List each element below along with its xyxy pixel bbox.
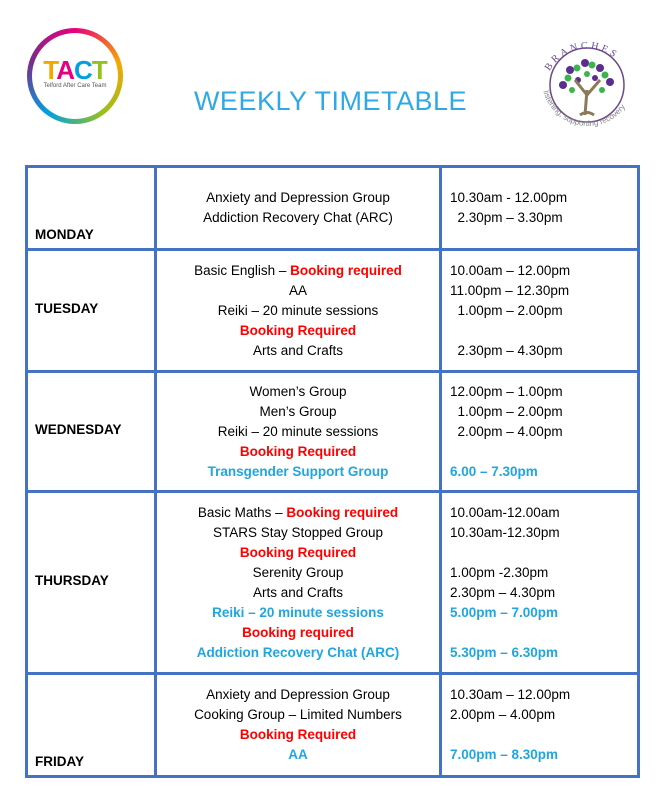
activity-line <box>157 261 439 281</box>
times-cell <box>441 250 639 372</box>
booking-note: Booking Required <box>239 544 357 560</box>
activity-text: Basic English – <box>194 262 291 278</box>
activity-line <box>157 583 439 603</box>
activities-cell <box>156 492 441 674</box>
branches-logo <box>530 30 645 135</box>
time-slot <box>450 321 637 341</box>
activity-text: Women’s Group <box>249 383 347 399</box>
time-slot: 2.30pm – 4.30pm <box>450 584 556 600</box>
time-slot: 10.30am – 12.00pm <box>450 687 571 702</box>
timetable <box>25 165 640 778</box>
time-slot: 10.30am-12.30pm <box>450 524 560 540</box>
time-slot: 2.00pm – 4.00pm <box>450 707 556 722</box>
activity-text: Transgender Support Group <box>207 463 389 479</box>
activity-line <box>157 563 439 583</box>
activity-text: Men’s Group <box>259 403 337 419</box>
activity-text: Arts and Crafts <box>252 342 344 358</box>
activity-text: Reiki – 20 minute sessions <box>217 302 379 318</box>
time-slot: 10.00am – 12.00pm <box>450 262 571 278</box>
timetable-row-thursday <box>27 492 639 674</box>
time-slot: 10.00am-12.00am <box>450 504 560 520</box>
times-cell <box>441 372 639 492</box>
day-label: FRIDAY <box>27 674 156 777</box>
day-label: MONDAY <box>27 167 156 250</box>
day-label: THURSDAY <box>27 492 156 674</box>
branches-tagline: listening, supporting recovery <box>541 89 628 129</box>
time-slot: 2.00pm – 4.00pm <box>450 423 563 439</box>
tact-logo-subtitle: Telford After Care Team <box>43 83 107 89</box>
time-slot: 1.00pm – 2.00pm <box>450 302 563 318</box>
activity-line <box>157 402 439 422</box>
booking-note: Booking Required <box>239 322 357 338</box>
activity-text: Arts and Crafts <box>252 584 344 600</box>
times-cell <box>441 492 639 674</box>
activity-line <box>157 705 439 725</box>
activity-line <box>157 442 439 462</box>
time-slot: 11.00pm – 12.30pm <box>450 282 570 298</box>
time-slot: 10.30am - 12.00pm <box>450 190 568 205</box>
activity-line <box>157 643 439 663</box>
times-cell <box>441 167 639 250</box>
activity-line <box>157 321 439 341</box>
time-slot: 7.00pm – 8.30pm <box>450 747 559 762</box>
activity-line <box>157 422 439 442</box>
booking-note: Booking Required <box>239 727 357 742</box>
activity-line <box>157 523 439 543</box>
activities-cell <box>156 372 441 492</box>
booking-note: Booking required <box>242 624 354 640</box>
activity-text: Anxiety and Depression Group <box>206 687 390 702</box>
booking-note: Booking required <box>286 504 399 520</box>
activity-text: Addiction Recovery Chat (ARC) <box>196 644 400 660</box>
timetable-row-wednesday <box>27 372 639 492</box>
time-slot: 2.30pm – 4.30pm <box>450 342 563 358</box>
activity-line <box>157 382 439 402</box>
time-slot <box>450 543 637 563</box>
day-label: TUESDAY <box>27 250 156 372</box>
time-slot: 2.30pm – 3.30pm <box>450 210 563 225</box>
activity-line <box>157 301 439 321</box>
activity-text: Addiction Recovery Chat (ARC) <box>203 210 393 225</box>
activities-cell <box>156 674 441 777</box>
times-cell <box>441 674 639 777</box>
time-slot <box>450 725 637 745</box>
activity-text: Reiki – 20 minute sessions <box>217 423 379 439</box>
time-slot: 1.00pm – 2.00pm <box>450 403 563 419</box>
activity-line <box>157 685 439 705</box>
activity-text: AA <box>288 747 308 762</box>
time-slot: 5.30pm – 6.30pm <box>450 644 559 660</box>
activity-line <box>157 462 439 482</box>
time-slot: 6.00 – 7.30pm <box>450 463 538 479</box>
page-title: WEEKLY TIMETABLE <box>193 86 468 116</box>
activities-cell <box>156 250 441 372</box>
time-slot <box>450 623 637 643</box>
activity-line <box>157 543 439 563</box>
activity-line <box>157 603 439 623</box>
activity-line <box>157 725 439 745</box>
timetable-row-friday <box>27 674 639 777</box>
activity-line <box>157 503 439 523</box>
activity-line <box>157 745 439 765</box>
timetable-row-monday <box>27 167 639 250</box>
activity-text: Serenity Group <box>252 564 344 580</box>
activity-text: Reiki – 20 minute sessions <box>212 604 384 620</box>
activities-cell <box>156 167 441 250</box>
day-label: WEDNESDAY <box>27 372 156 492</box>
tact-logo-text: TACT <box>43 55 107 85</box>
booking-note: Booking Required <box>239 443 357 459</box>
activity-line <box>157 281 439 301</box>
time-slot <box>450 442 637 462</box>
activity-line <box>157 208 439 228</box>
activity-text: Basic Maths – <box>197 504 287 520</box>
booking-note: Booking required <box>290 262 402 278</box>
activity-text: STARS Stay Stopped Group <box>212 524 384 540</box>
time-slot: 5.00pm – 7.00pm <box>450 604 559 620</box>
svg-text:BRANCHES: BRANCHES <box>542 40 621 73</box>
time-slot: 12.00pm – 1.00pm <box>450 383 563 399</box>
timetable-row-tuesday <box>27 250 639 372</box>
activity-text: Anxiety and Depression Group <box>206 190 390 205</box>
activity-line <box>157 341 439 361</box>
activity-line <box>157 188 439 208</box>
activity-text: Cooking Group – Limited Numbers <box>194 707 402 722</box>
time-slot: 1.00pm -2.30pm <box>450 564 549 580</box>
activity-line <box>157 623 439 643</box>
activity-text: AA <box>288 282 307 298</box>
